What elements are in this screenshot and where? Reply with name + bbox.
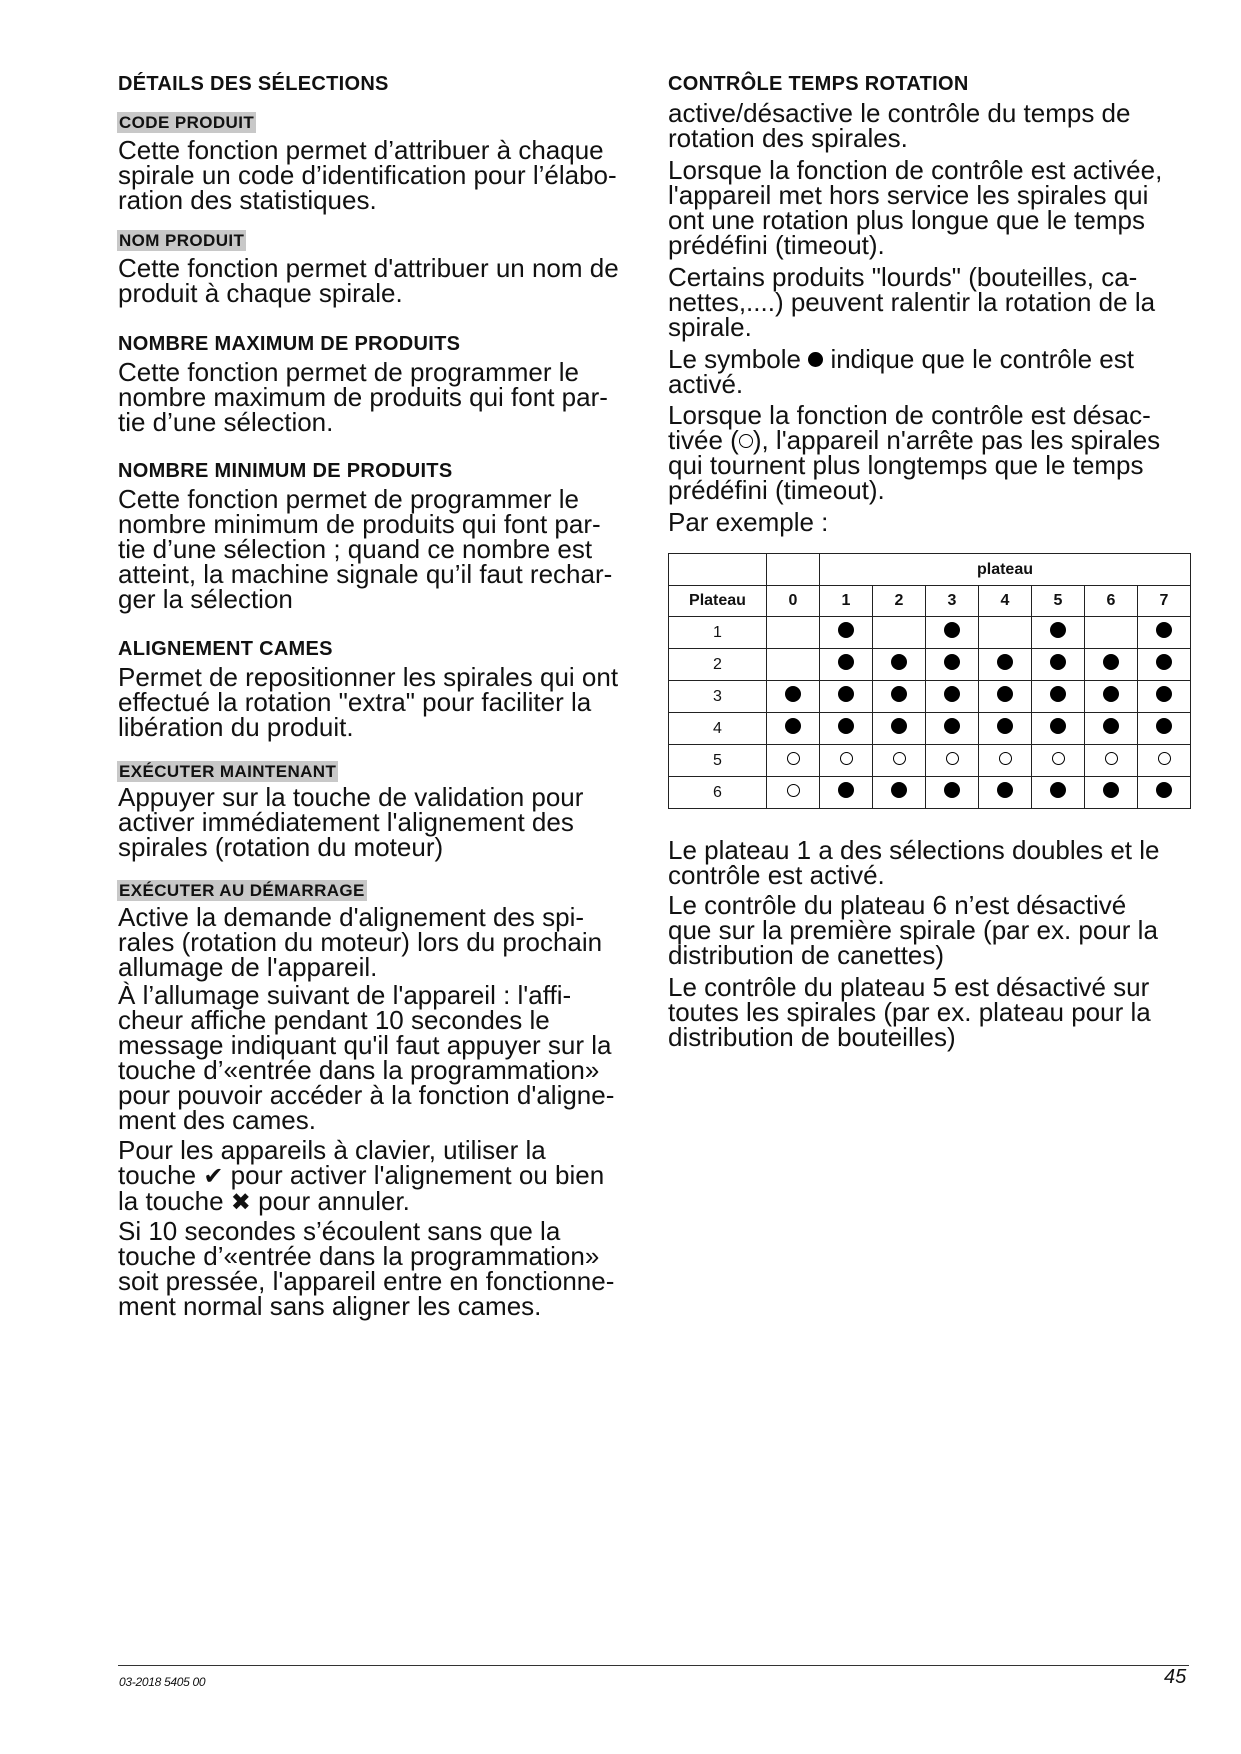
table-row [669, 649, 1191, 681]
filled-dot-icon [1103, 654, 1119, 670]
filled-dot-icon [944, 654, 960, 670]
paragraph-keypad [118, 1135, 605, 1216]
paragraph-symbol [668, 400, 1161, 505]
table-row-header: Plateau [669, 586, 767, 617]
text-span: touche [118, 1160, 197, 1190]
table-cell [1032, 649, 1085, 681]
filled-dot-icon [997, 782, 1013, 798]
filled-dot-icon [785, 686, 801, 702]
filled-dot-icon [1103, 782, 1119, 798]
table-cell [926, 745, 979, 777]
paragraph: Permet de repositionner les spirales qui ont effectué la rotation "extra" pour faciliter la libération du produit. [118, 662, 619, 742]
paragraph: Le plateau 1 a des sélections doubles et le contrôle est activé. [668, 835, 1160, 890]
paragraph: Certains produits "lourds" (bouteilles, ca- nettes,....) peuvent ralentir la rotation de la spirale. [668, 262, 1156, 342]
filled-dot-icon [1156, 782, 1172, 798]
paragraph: Si 10 secondes s’écoulent sans que la touche d’«entrée dans la programmation» soit pressée, l'appareil entre en fonctionne- ment normal sans aligner les cames. [118, 1216, 615, 1321]
table-cell [1138, 681, 1191, 713]
text-span: indique que le contrôle est [830, 344, 1134, 374]
paragraph: Le contrôle du plateau 6 n’est désactivé que sur la première spirale (par ex. pour la distribution de canettes) [668, 890, 1158, 970]
paragraph: Appuyer sur la touche de validation pour activer immédiatement l'alignement des spirales (rotation du moteur) [118, 782, 584, 862]
table-body [669, 554, 1191, 809]
table-row-label: 4 [669, 713, 767, 745]
empty-circle-icon [946, 752, 959, 765]
filled-dot-icon [891, 654, 907, 670]
check-icon: ✔ [203, 1162, 224, 1190]
table-cell [1138, 713, 1191, 745]
table-row [669, 681, 1191, 713]
table-cell [1085, 713, 1138, 745]
filled-dot-icon [997, 718, 1013, 734]
paragraph: Cette fonction permet de programmer le nombre minimum de produits qui font par- tie d’une sélection ; quand ce nombre est atteint, la machine signale qu’il faut rechar- ger la sélection [118, 484, 613, 614]
table-cell [767, 617, 820, 649]
table-cell [820, 617, 873, 649]
text-span: pour activer l'alignement ou bien [230, 1160, 605, 1190]
table-cell [820, 681, 873, 713]
filled-dot-icon [1050, 782, 1066, 798]
empty-circle-icon [840, 752, 853, 765]
paragraph: Active la demande d'alignement des spi- rales (rotation du moteur) lors du prochain allumage de l'appareil. [118, 902, 603, 982]
filled-dot-icon [808, 352, 823, 367]
table-group-header-row [669, 554, 1191, 586]
text-span: activé. [668, 369, 744, 399]
table-cell [820, 713, 873, 745]
table-cell [820, 649, 873, 681]
filled-dot-icon [838, 718, 854, 734]
table-row-label: 6 [669, 777, 767, 809]
subsection-title: NOMBRE MINIMUM DE PRODUITS [118, 460, 453, 482]
filled-dot-icon [944, 686, 960, 702]
filled-dot-icon [1156, 718, 1172, 734]
paragraph: Cette fonction permet d'attribuer un nom de produit à chaque spirale. [118, 253, 619, 308]
subsection-title: EXÉCUTER AU DÉMARRAGE [119, 881, 365, 900]
filled-dot-icon [1103, 686, 1119, 702]
table-cell [1085, 681, 1138, 713]
paragraph: Cette fonction permet d’attribuer à chaque spirale un code d’identification pour l’élabo- ration des statistiques. [118, 135, 617, 215]
table-header-row [669, 586, 1191, 617]
table-cell [979, 745, 1032, 777]
table-cell [926, 681, 979, 713]
filled-dot-icon [997, 654, 1013, 670]
text-span: pour annuler. [258, 1186, 410, 1216]
empty-circle-icon [893, 752, 906, 765]
table-row-label: 5 [669, 745, 767, 777]
text-span: tivée ( [668, 425, 739, 455]
table-cell [926, 649, 979, 681]
paragraph: Par exemple : [668, 507, 829, 537]
table-cell [926, 777, 979, 809]
subsection-title: NOM PRODUIT [119, 231, 245, 250]
table-cell [873, 617, 926, 649]
filled-dot-icon [838, 622, 854, 638]
table-cell [979, 777, 1032, 809]
table-row [669, 745, 1191, 777]
empty-circle-icon [739, 434, 753, 448]
filled-dot-icon [1050, 718, 1066, 734]
text-span: qui tournent plus longtemps que le temps prédéfini (timeout). [668, 450, 1144, 505]
table-row [669, 777, 1191, 809]
table-cell [873, 649, 926, 681]
filled-dot-icon [891, 686, 907, 702]
filled-dot-icon [944, 622, 960, 638]
table-row-label: 1 [669, 617, 767, 649]
section-title: DÉTAILS DES SÉLECTIONS [118, 73, 389, 95]
filled-dot-icon [891, 718, 907, 734]
table-cell [1032, 617, 1085, 649]
paragraph: À l’allumage suivant de l'appareil : l'affi- cheur affiche pendant 10 secondes le message indiquant qu'il faut appuyer sur la touche d’«entrée dans la programmation» pour pouvoir accéder à la fonction d'aligne- ment des cames. [118, 980, 615, 1135]
table-row-label: 2 [669, 649, 767, 681]
table-cell [979, 713, 1032, 745]
table-column-header: 0 [767, 586, 820, 617]
table-row-label: 3 [669, 681, 767, 713]
filled-dot-icon [944, 782, 960, 798]
table-column-header: 1 [820, 586, 873, 617]
section-title: CONTRÔLE TEMPS ROTATION [668, 73, 969, 95]
table-cell [979, 649, 1032, 681]
rotation-control-table [668, 553, 1191, 809]
text-span: Lorsque la fonction de contrôle est désac- [668, 400, 1151, 430]
table-cell [767, 777, 820, 809]
filled-dot-icon [891, 782, 907, 798]
filled-dot-icon [838, 686, 854, 702]
subsection-title: CODE PRODUIT [119, 113, 255, 132]
table-cell [873, 681, 926, 713]
table-cell [820, 745, 873, 777]
table-column-header: 3 [926, 586, 979, 617]
paragraph: active/désactive le contrôle du temps de rotation des spirales. [668, 98, 1131, 153]
footer-doc-ref: 03-2018 5405 00 [119, 1675, 206, 1689]
table-row [669, 617, 1191, 649]
table-cell [926, 713, 979, 745]
table-cell [1032, 713, 1085, 745]
table-cell [979, 681, 1032, 713]
table-cell [926, 617, 979, 649]
footer-divider [118, 1665, 1189, 1666]
filled-dot-icon [944, 718, 960, 734]
paragraph-symbol [668, 344, 1134, 399]
empty-circle-icon [1105, 752, 1118, 765]
text-span: ), l'appareil n'arrête pas les spirales [752, 425, 1161, 455]
table-cell [979, 617, 1032, 649]
table-cell [1138, 777, 1191, 809]
empty-circle-icon [999, 752, 1012, 765]
table-cell [1032, 777, 1085, 809]
filled-dot-icon [1156, 622, 1172, 638]
text-span: Pour les appareils à clavier, utiliser la [118, 1135, 546, 1165]
table-row [669, 713, 1191, 745]
paragraph: Cette fonction permet de programmer le nombre maximum de produits qui font par- tie d’une sélection. [118, 357, 608, 437]
cross-icon: ✖ [230, 1188, 251, 1216]
table-cell [1085, 649, 1138, 681]
table-cell [767, 745, 820, 777]
filled-dot-icon [1050, 686, 1066, 702]
text-span: la touche [118, 1186, 224, 1216]
empty-circle-icon [1158, 752, 1171, 765]
page-number: 45 [1164, 1666, 1187, 1688]
empty-circle-icon [1052, 752, 1065, 765]
paragraph: Lorsque la fonction de contrôle est activée, l'appareil met hors service les spirales qui ont une rotation plus longue que le temps prédéfini (timeout). [668, 155, 1163, 260]
subsection-title: EXÉCUTER MAINTENANT [119, 762, 337, 781]
filled-dot-icon [1156, 654, 1172, 670]
subsection-title: ALIGNEMENT CAMES [118, 638, 333, 660]
table-cell [1138, 617, 1191, 649]
filled-dot-icon [1103, 718, 1119, 734]
table-cell [1138, 649, 1191, 681]
table-cell [767, 554, 820, 586]
empty-circle-icon [787, 752, 800, 765]
table-cell [767, 649, 820, 681]
paragraph: Le contrôle du plateau 5 est désactivé sur toutes les spirales (par ex. plateau pour la distribution de bouteilles) [668, 972, 1151, 1052]
table-column-header: 6 [1085, 586, 1138, 617]
filled-dot-icon [1050, 654, 1066, 670]
table-column-header: 2 [873, 586, 926, 617]
filled-dot-icon [838, 782, 854, 798]
table-cell [1032, 681, 1085, 713]
table-cell [1085, 777, 1138, 809]
subsection-title: NOMBRE MAXIMUM DE PRODUITS [118, 333, 461, 355]
table-cell [1085, 617, 1138, 649]
table-cell [873, 777, 926, 809]
table-group-header: plateau [820, 554, 1191, 586]
table-column-header: 7 [1138, 586, 1191, 617]
filled-dot-icon [838, 654, 854, 670]
table-cell [767, 713, 820, 745]
text-span: Le symbole [668, 344, 801, 374]
table-column-header: 4 [979, 586, 1032, 617]
table-cell [1138, 745, 1191, 777]
table-cell [1085, 745, 1138, 777]
table-cell [873, 713, 926, 745]
table-cell [767, 681, 820, 713]
table-cell [873, 745, 926, 777]
filled-dot-icon [997, 686, 1013, 702]
table-cell [669, 554, 767, 586]
table-column-header: 5 [1032, 586, 1085, 617]
filled-dot-icon [1156, 686, 1172, 702]
filled-dot-icon [1050, 622, 1066, 638]
filled-dot-icon [785, 718, 801, 734]
table-cell [1032, 745, 1085, 777]
empty-circle-icon [787, 784, 800, 797]
table-cell [820, 777, 873, 809]
